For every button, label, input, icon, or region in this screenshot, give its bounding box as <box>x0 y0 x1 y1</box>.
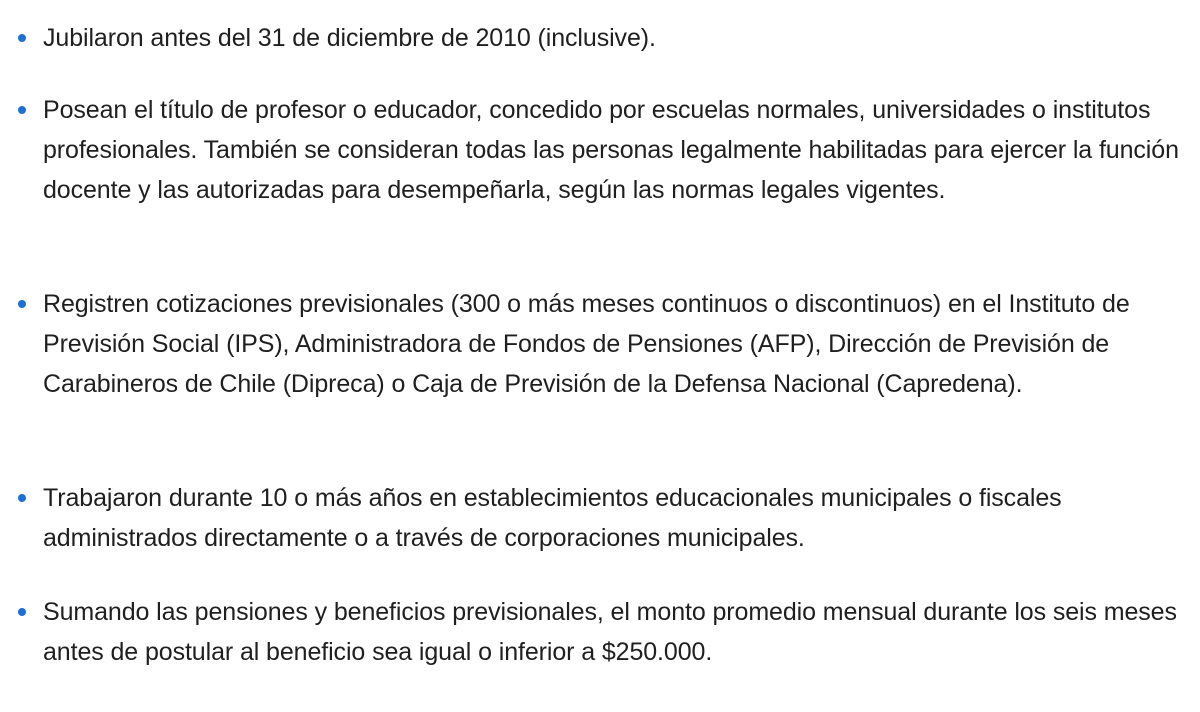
requirement-item <box>43 284 1193 404</box>
requirement-text: Posean el título de profesor o educador, concedido por escuelas normales, universidades o institutos profesionales. También se consideran todas las personas legalmente habilitadas para ejercer la función docente y las autorizadas para desempeñarla, según las normas legales vigentes. <box>43 96 1179 204</box>
requirement-text: Registren cotizaciones previsionales (300 o más meses continuos o discontinuos) en el Instituto de Previsión Social (IPS), Administradora de Fondos de Pensiones (AFP), Dirección de Previsión de Carabineros de Chile (Dipreca) o Caja de Previsión de la Defensa Nacional (Capredena). <box>43 290 1130 398</box>
requirement-text: Sumando las pensiones y beneficios previsionales, el monto promedio mensual durante los seis meses antes de postular al beneficio sea igual o inferior a $250.000. <box>43 598 1177 666</box>
bullet-dot-icon <box>18 34 26 42</box>
requirement-item <box>43 90 1193 210</box>
bullet-dot-icon <box>18 300 26 308</box>
requirement-item <box>43 18 1193 58</box>
bullet-dot-icon <box>18 106 26 114</box>
requirement-text: Trabajaron durante 10 o más años en establecimientos educacionales municipales o fiscales administrados directamente o a través de corporaciones municipales. <box>43 484 1062 552</box>
requirement-item <box>43 478 1193 558</box>
requirement-item <box>43 592 1193 672</box>
bullet-dot-icon <box>18 608 26 616</box>
requirement-text: Jubilaron antes del 31 de diciembre de 2010 (inclusive). <box>43 24 656 52</box>
bullet-dot-icon <box>18 494 26 502</box>
